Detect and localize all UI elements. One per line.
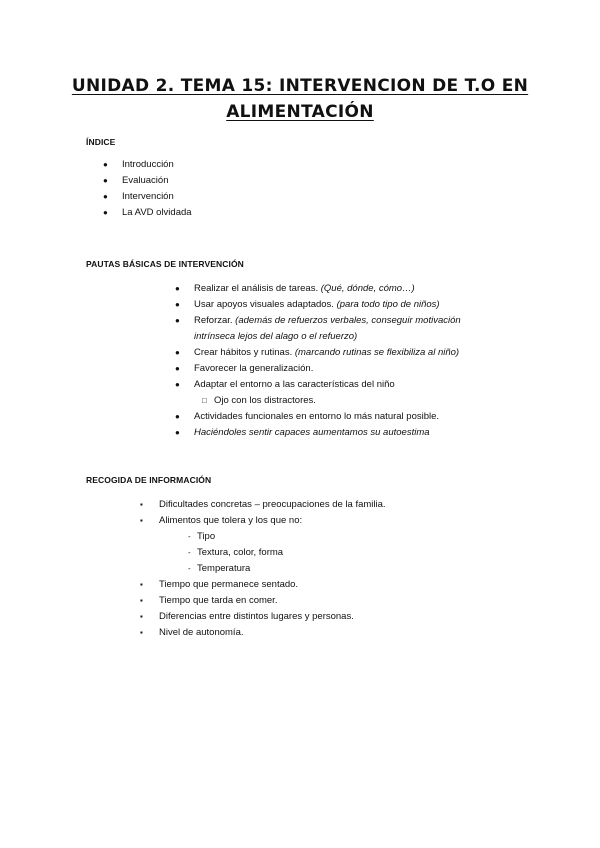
bullet-icon: ●: [175, 380, 180, 389]
bullet-icon: ●: [175, 412, 180, 421]
dash-bullet-icon: -: [188, 532, 191, 541]
list-item: ● Actividades funcionales en entorno lo más natural posible.: [194, 409, 461, 425]
square-bullet-icon: ▪: [140, 516, 143, 525]
list-item: ● Adaptar el entorno a las características del niño: [194, 377, 461, 393]
recogida-heading: RECOGIDA DE INFORMACIÓN: [86, 475, 212, 485]
list-item: ● Usar apoyos visuales adaptados. (para todo tipo de niños): [194, 297, 461, 313]
list-item: ▪ Diferencias entre distintos lugares y personas.: [159, 609, 386, 625]
recogida-list: [140, 497, 386, 641]
square-bullet-icon: ▪: [140, 628, 143, 637]
document-title-line-1: UNIDAD 2. TEMA 15: INTERVENCION DE T.O EN: [71, 76, 529, 96]
square-bullet-icon: ▪: [140, 500, 143, 509]
bullet-icon: ●: [103, 192, 108, 201]
indice-heading: ÍNDICE: [86, 137, 116, 147]
bullet-icon: ●: [175, 428, 180, 437]
bullet-icon: ●: [175, 316, 180, 325]
list-item: ▪ Tiempo que permanece sentado.: [159, 577, 386, 593]
dash-bullet-icon: -: [188, 548, 191, 557]
list-item: ▪ Tiempo que tarda en comer.: [159, 593, 386, 609]
bullet-icon: ●: [175, 284, 180, 293]
list-item: ● Introducción: [122, 157, 192, 173]
square-bullet-icon: ▪: [140, 580, 143, 589]
list-item: ▪ Nivel de autonomía.: [159, 625, 386, 641]
list-item: ▪ Alimentos que tolera y los que no:: [159, 513, 386, 529]
indice-list: [103, 157, 192, 221]
list-item: ● Haciéndoles sentir capaces aumentamos su autoestima: [194, 425, 461, 441]
pautas-list: [175, 281, 461, 441]
bullet-icon: ●: [175, 364, 180, 373]
pautas-heading: PAUTAS BÁSICAS DE INTERVENCIÓN: [86, 259, 244, 269]
list-item: ● Intervención: [122, 189, 192, 205]
list-subitem: - Temperatura: [159, 561, 386, 577]
document-title-line-2: ALIMENTACIÓN: [226, 102, 374, 122]
list-item: ● Realizar el análisis de tareas. (Qué, dónde, cómo…): [194, 281, 461, 297]
list-subitem: - Tipo: [159, 529, 386, 545]
list-item: ● La AVD olvidada: [122, 205, 192, 221]
bullet-icon: ●: [103, 176, 108, 185]
list-item: ● Favorecer la generalización.: [194, 361, 461, 377]
bullet-icon: ●: [103, 160, 108, 169]
dash-bullet-icon: -: [188, 564, 191, 573]
bullet-icon: ●: [103, 208, 108, 217]
list-item: ▪ Dificultades concretas – preocupaciones de la familia.: [159, 497, 386, 513]
list-item-continuation: intrínseca lejos del alago o el refuerzo): [194, 331, 358, 342]
list-item: ● Crear hábitos y rutinas. (marcando rutinas se flexibiliza al niño): [194, 345, 461, 361]
list-item: ● Evaluación: [122, 173, 192, 189]
list-subitem: - Textura, color, forma: [159, 545, 386, 561]
list-subitem: □ Ojo con los distractores.: [194, 393, 461, 409]
square-bullet-icon: ▪: [140, 596, 143, 605]
checkbox-square-icon: □: [202, 396, 207, 405]
square-bullet-icon: ▪: [140, 612, 143, 621]
list-item: ● Reforzar. (además de refuerzos verbales, conseguir motivación: [194, 313, 461, 329]
bullet-icon: ●: [175, 300, 180, 309]
bullet-icon: ●: [175, 348, 180, 357]
